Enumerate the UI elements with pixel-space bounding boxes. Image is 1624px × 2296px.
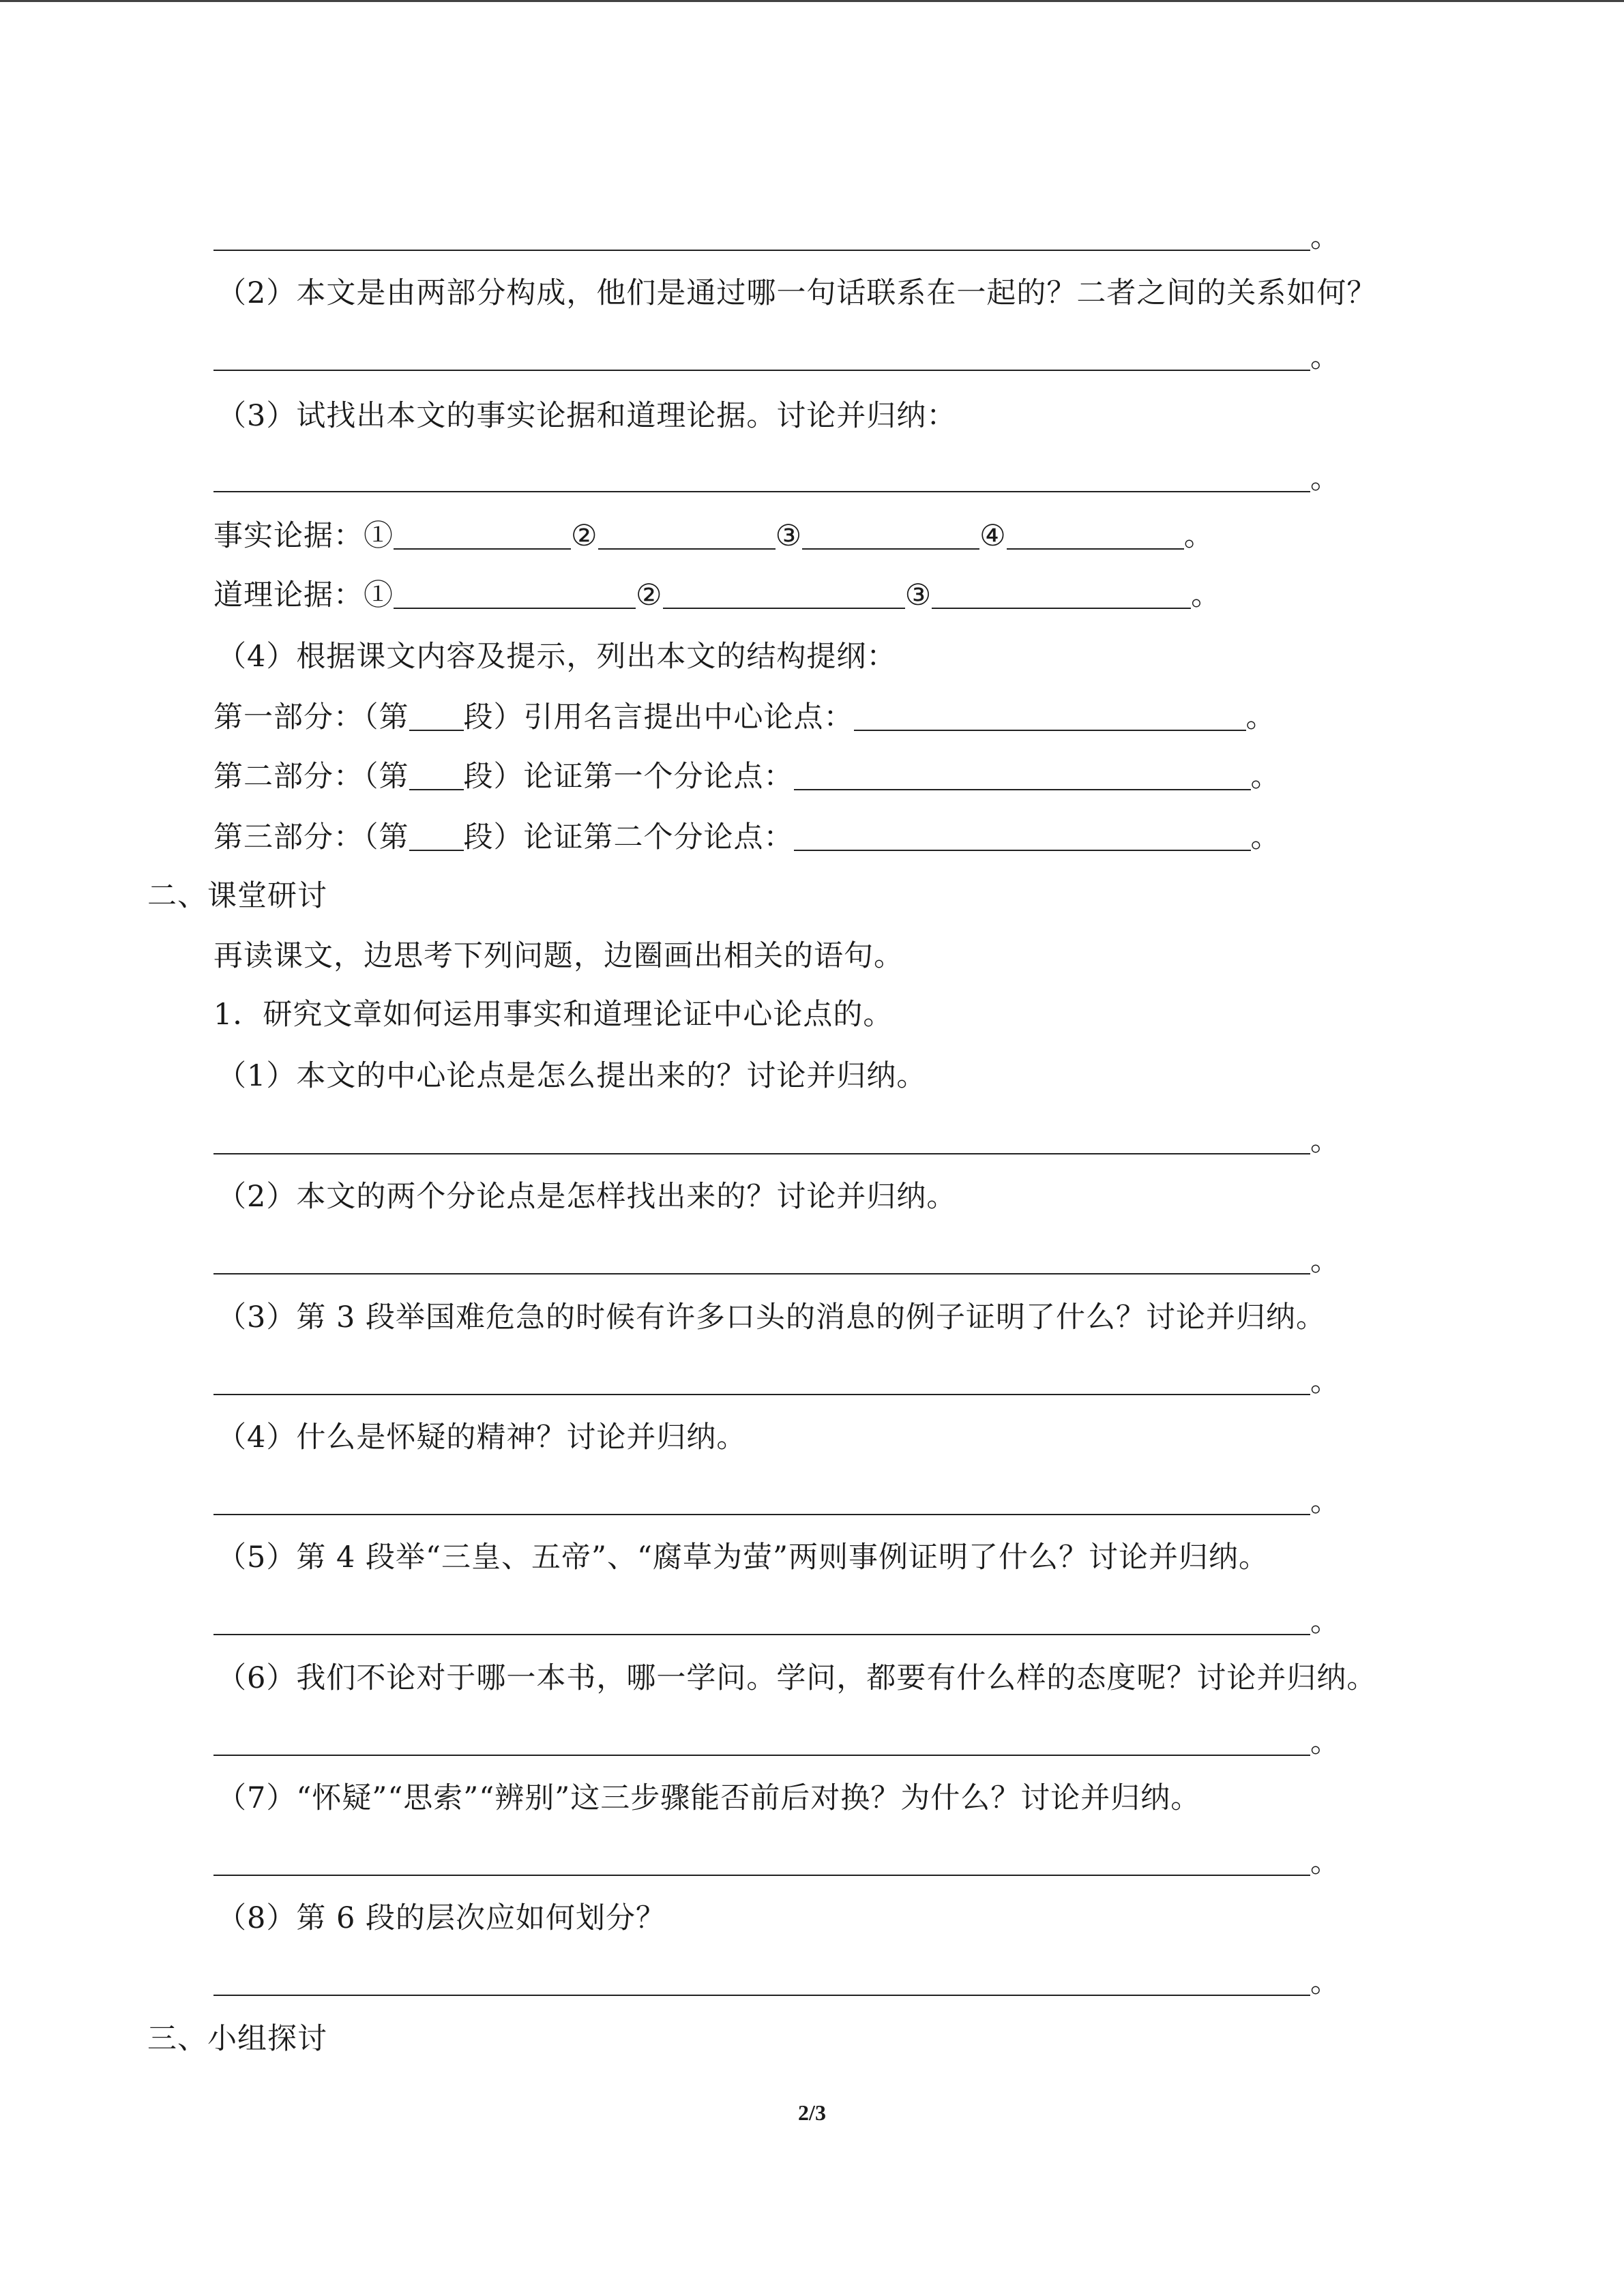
circled-1: ①	[364, 519, 394, 553]
period: 。	[1183, 519, 1214, 553]
answer-blank[interactable]	[213, 342, 1310, 371]
answer-blank[interactable]	[213, 222, 1310, 251]
reason-blank-1[interactable]	[394, 580, 636, 609]
part-3-label: 段）论证第二个分论点：	[463, 820, 794, 854]
answer-row	[213, 218, 1340, 256]
circled-2: ②	[636, 578, 663, 612]
period: 。	[1310, 1124, 1340, 1158]
part-2-label: 段）论证第一个分论点：	[463, 760, 794, 794]
answer-blank[interactable]	[213, 1487, 1310, 1515]
instruction-text: 再读课文，边思考下列问题，边圈画出相关的语句。	[213, 939, 904, 973]
answer-row	[213, 1242, 1340, 1280]
fact-blank-1[interactable]	[394, 521, 571, 550]
sub-question-1: （1）本文的中心论点是怎么提出来的？讨论并归纳。	[217, 1059, 927, 1093]
period: 。	[1310, 1485, 1340, 1519]
reason-blank-3[interactable]	[932, 580, 1191, 609]
answer-blank[interactable]	[213, 1367, 1310, 1395]
reason-blank-2[interactable]	[663, 580, 905, 609]
answer-row	[213, 1122, 1340, 1160]
part-3-prefix: 第三部分：（第	[213, 820, 409, 854]
sub-question-6: （6）我们不论对于哪一本书，哪一学问。学问，都要有什么样的态度呢？讨论并归纳。	[217, 1661, 1377, 1695]
section-2-heading: 二、课堂研讨	[147, 879, 327, 913]
period: 。	[1191, 578, 1222, 612]
task-1: 1．研究文章如何运用事实和道理论证中心论点的。	[213, 998, 894, 1032]
circled-4: ④	[979, 519, 1007, 553]
top-border	[0, 0, 1624, 2]
facts-label: 事实论据：	[213, 519, 364, 553]
fact-blank-2[interactable]	[598, 521, 776, 550]
fact-blank-4[interactable]	[1007, 521, 1184, 550]
circled-2: ②	[571, 519, 598, 553]
period: 。	[1250, 820, 1281, 854]
reasons-label: 道理论据：	[213, 578, 364, 612]
part-1-answer-blank[interactable]	[854, 702, 1246, 731]
part-2-para-blank[interactable]	[409, 762, 464, 790]
answer-blank[interactable]	[213, 464, 1310, 492]
question-3: （3）试找出本文的事实论据和道理论据。讨论并归纳：	[217, 399, 957, 433]
question-4: （4）根据课文内容及提示，列出本文的结构提纲：	[217, 640, 897, 674]
period: 。	[1310, 462, 1340, 496]
sub-question-8: （8）第 6 段的层次应如何划分？	[217, 1901, 666, 1935]
page-number: 2/3	[798, 2100, 826, 2125]
period: 。	[1310, 1725, 1340, 1759]
sub-question-7: （7）“怀疑”“思索”“辨别”这三步骤能否前后对换？为什么？讨论并归纳。	[217, 1781, 1201, 1815]
sub-question-2: （2）本文的两个分论点是怎样找出来的？讨论并归纳。	[217, 1180, 957, 1214]
period: 。	[1245, 700, 1276, 734]
part-1-label: 段）引用名言提出中心论点：	[463, 700, 854, 734]
answer-blank[interactable]	[213, 1847, 1310, 1876]
period: 。	[1310, 340, 1340, 374]
circled-3: ③	[904, 578, 932, 612]
fact-blank-3[interactable]	[802, 521, 979, 550]
period: 。	[1310, 1244, 1340, 1278]
part-2-prefix: 第二部分：（第	[213, 760, 409, 794]
sub-question-4: （4）什么是怀疑的精神？讨论并归纳。	[217, 1420, 747, 1455]
answer-row	[213, 1482, 1340, 1521]
period: 。	[1310, 220, 1340, 254]
facts-row	[213, 517, 1214, 555]
period: 。	[1310, 1965, 1340, 1999]
answer-blank[interactable]	[213, 1607, 1310, 1635]
reasons-row	[213, 576, 1221, 614]
period: 。	[1310, 1365, 1340, 1399]
period: 。	[1250, 760, 1281, 794]
period: 。	[1310, 1605, 1340, 1639]
answer-row	[213, 1843, 1340, 1881]
part-1-prefix: 第一部分：（第	[213, 700, 409, 734]
section-3-heading: 三、小组探讨	[147, 2022, 327, 2056]
outline-part-3	[213, 818, 1281, 856]
answer-blank[interactable]	[213, 1246, 1310, 1274]
answer-blank[interactable]	[213, 1727, 1310, 1756]
question-2: （2）本文是由两部分构成，他们是通过哪一句话联系在一起的？二者之间的关系如何？	[217, 276, 1377, 310]
answer-row	[213, 1963, 1340, 2001]
part-3-answer-blank[interactable]	[794, 822, 1251, 851]
sub-question-3: （3）第 3 段举国难危急的时候有许多口头的消息的例子证明了什么？讨论并归纳。	[217, 1300, 1327, 1335]
outline-part-2	[213, 758, 1281, 796]
answer-row	[213, 1723, 1340, 1761]
answer-blank[interactable]	[213, 1967, 1310, 1996]
part-3-para-blank[interactable]	[409, 822, 464, 851]
period: 。	[1310, 1845, 1340, 1879]
answer-row	[213, 1602, 1340, 1641]
part-1-para-blank[interactable]	[409, 702, 464, 731]
circled-1: ①	[364, 578, 394, 612]
sub-question-5: （5）第 4 段举“三皇、五帝”、“腐草为萤”两则事例证明了什么？讨论并归纳。	[217, 1540, 1269, 1575]
answer-row	[213, 460, 1340, 498]
answer-row	[213, 1362, 1340, 1401]
answer-row	[213, 338, 1340, 376]
outline-part-1	[213, 698, 1276, 736]
part-2-answer-blank[interactable]	[794, 762, 1251, 790]
circled-3: ③	[775, 519, 803, 553]
answer-blank[interactable]	[213, 1126, 1310, 1154]
